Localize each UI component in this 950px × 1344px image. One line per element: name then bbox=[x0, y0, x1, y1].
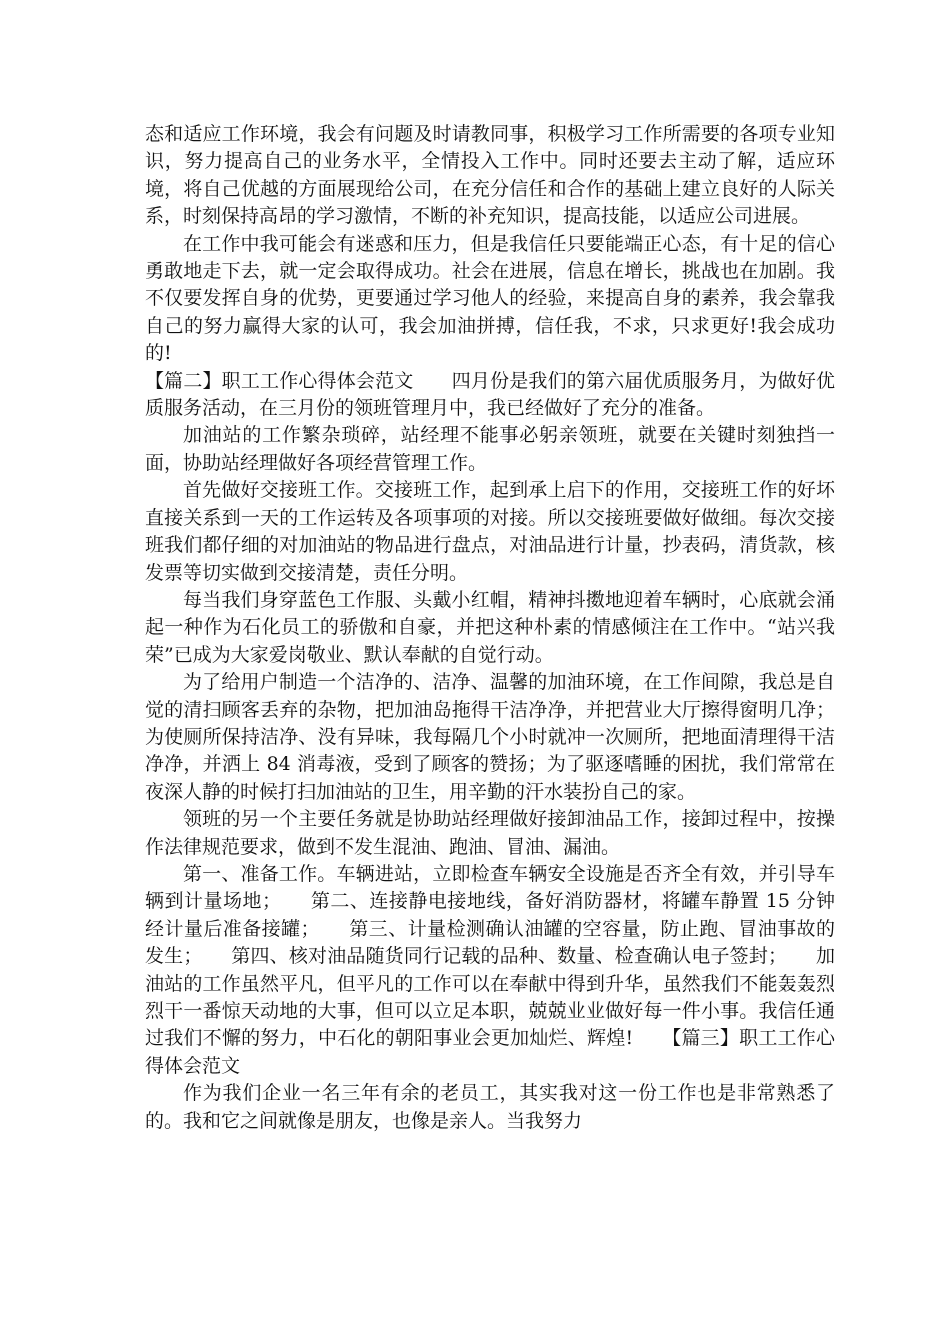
paragraph-unloading-steps: 第一、准备工作。车辆进站，立即检查车辆安全设施是否齐全有效，并引导车辆到计量场地； 第二、连接静电接地线，备好消防器材，将罐车静置 15 分钟经计量后准备接罐； 第三、计量检测确认油罐的空容量，防止跑、冒油事故的发生； 第四、核对油品随货同行记载的品种、数量、检查确认电子签封； 加油站的工作虽然平凡，但平凡的工作可以在奉献中得到升华，虽然我们不能轰轰烈烈干一番惊天动地的大事，但可以立足本职，兢兢业业做好每一件小事。我信任通过我们不懈的努力，中石化的朝阳事业会更加灿烂、辉煌! 【篇三】职工工作心得体会范文 bbox=[145, 862, 835, 1077]
paragraph-confidence: 在工作中我可能会有迷惑和压力，但是我信任只要能端正心态，有十足的信心勇敢地走下去，就一定会取得成功。社会在进展，信息在增长，挑战也在加剧。我不仅要发挥自身的优势，更要通过学习他人的经验，来提高自身的素养，我会靠我自己的努力赢得大家的认可，我会加油拼搏，信任我，不求，只求更好!我会成功的! bbox=[145, 232, 835, 365]
paragraph-unloading-task: 领班的另一个主要任务就是协助站经理做好接卸油品工作，接卸过程中，按操作法律规范要求，做到不发生混油、跑油、冒油、漏油。 bbox=[145, 808, 835, 858]
paragraph-continuation: 态和适应工作环境，我会有问题及时请教同事，积极学习工作所需要的各项专业知识，努力提高自己的业务水平，全情投入工作中。同时还要去主动了解，适应环境，将自己优越的方面展现给公司，在充分信任和合作的基础上建立良好的人际关系，时刻保持高昂的学习激情，不断的补充知识，提高技能，以适应公司进展。 bbox=[145, 123, 835, 228]
document-page bbox=[145, 121, 835, 1135]
paragraph-shift-handover: 首先做好交接班工作。交接班工作，起到承上启下的作用，交接班工作的好坏直接关系到一天的工作运转及各项事项的对接。所以交接班要做好做细。每次交接班我们都仔细的对加油站的物品进行盘点，对油品进行计量，抄表码，清货款，核发票等切实做到交接清楚，责任分明。 bbox=[145, 479, 835, 584]
paragraph-section-three-start: 作为我们企业一名三年有余的老员工，其实我对这一份工作也是非常熟悉了的。我和它之间就像是朋友，也像是亲人。当我努力 bbox=[145, 1082, 835, 1132]
paragraph-station-work: 加油站的工作繁杂琐碎，站经理不能事必躬亲领班，就要在关键时刻独挡一面，协助站经理做好各项经营管理工作。 bbox=[145, 424, 835, 474]
paragraph-section-two-heading: 【篇二】职工工作心得体会范文 四月份是我们的第六届优质服务月，为做好优质服务活动，在三月份的领班管理月中，我已经做好了充分的准备。 bbox=[145, 369, 835, 420]
paragraph-uniform-pride: 每当我们身穿蓝色工作服、头戴小红帽，精神抖擞地迎着车辆时，心底就会涌起一种作为石化员工的骄傲和自豪，并把这种朴素的情感倾注在工作中。“站兴我荣”已成为大家爱岗敬业、默认奉献的自觉行动。 bbox=[145, 588, 835, 666]
paragraph-clean-environment: 为了给用户制造一个洁净的、洁净、温馨的加油环境，在工作间隙，我总是自觉的清扫顾客丢弃的杂物，把加油岛拖得干洁净净，并把营业大厅擦得窗明几净；为使厕所保持洁净、没有异味，我每隔几个小时就冲一次厕所，把地面清理得干洁净净，并洒上 84 消毒液，受到了顾客的赞扬；为了驱逐嗜睡的困扰，我们常常在夜深人静的时候打扫加油站的卫生，用辛勤的汗水装扮自己的家。 bbox=[145, 671, 835, 803]
